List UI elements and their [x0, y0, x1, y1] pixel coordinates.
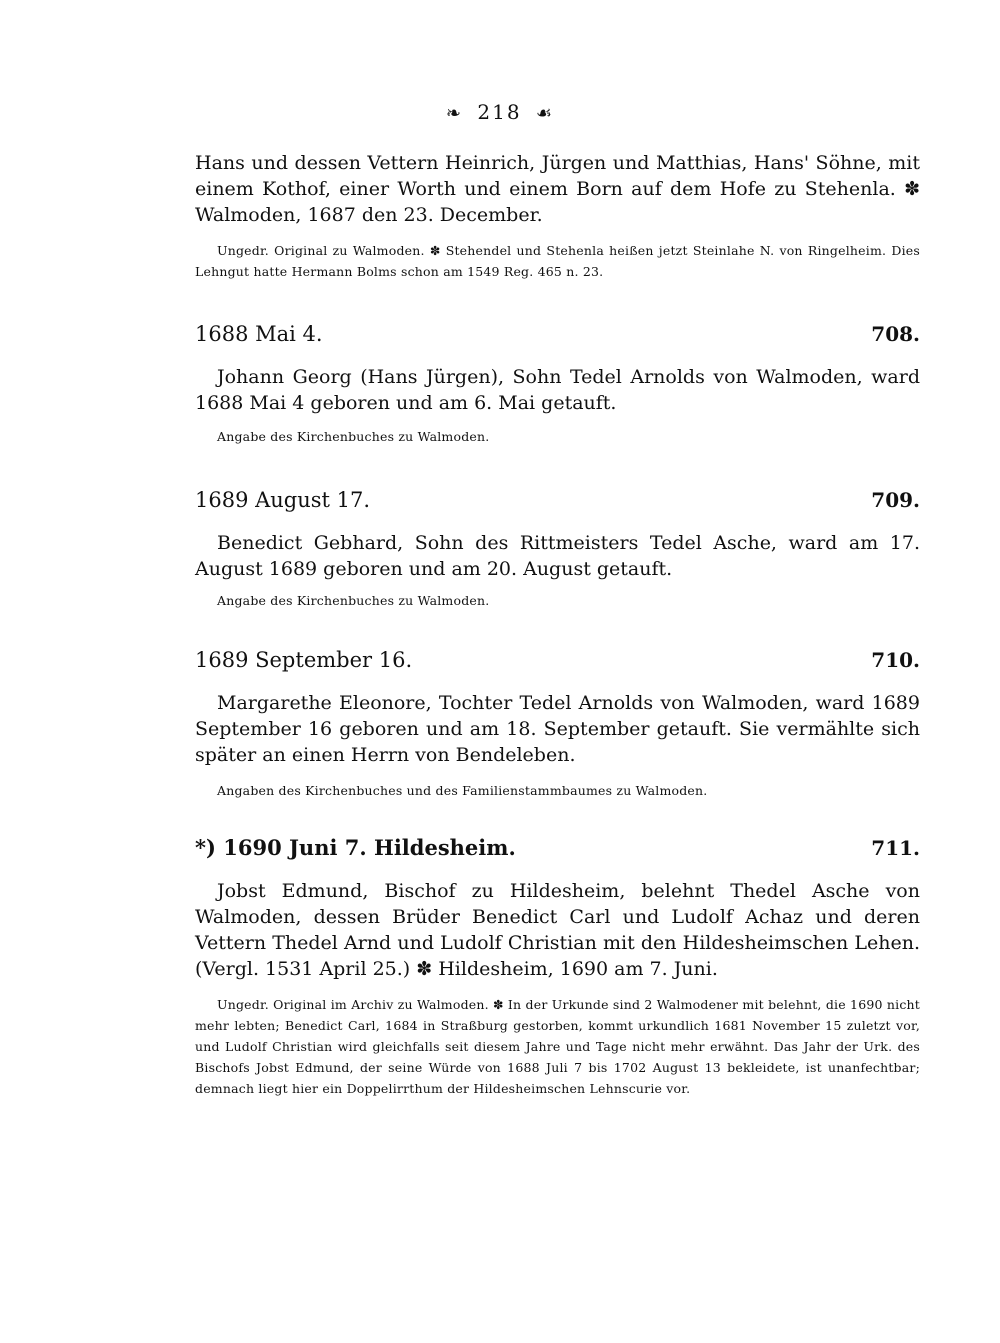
entry-date: 1688 Mai 4. [195, 322, 323, 346]
entry-text: Johann Georg (Hans Jürgen), Sohn Tedel Arnolds von Walmoden, ward 1688 Mai 4 geboren und am 6. Mai getauft. [195, 366, 920, 414]
ornament-right-icon: ☙ [535, 103, 555, 124]
entry-note: Angaben des Kirchenbuches und des Familienstammbaumes zu Walmoden. [217, 783, 708, 798]
entry-heading [195, 648, 920, 672]
ornament-left-icon: ❧ [445, 103, 464, 124]
entry-number: 710. [871, 648, 920, 672]
entry-heading [195, 322, 920, 346]
entry-heading [195, 835, 920, 860]
entry-711 [195, 835, 920, 1099]
entry-number: 708. [871, 322, 920, 346]
entry-date: 1689 September 16. [195, 648, 413, 672]
page-number: 218 [477, 100, 522, 124]
entry-number: 711. [871, 836, 920, 860]
entry-note: Angabe des Kirchenbuches zu Walmoden. [217, 593, 490, 608]
entry-heading [195, 488, 920, 512]
continuation-text: Hans und dessen Vettern Heinrich, Jürgen und Matthias, Hans' Söhne, mit einem Kothof, einer Worth und einem Born auf dem Hofe zu Stehenla. ✽ Walmoden, 1687 den 23. December. [195, 152, 920, 226]
continuation-block [195, 150, 920, 282]
entry-text: Benedict Gebhard, Sohn des Rittmeisters Tedel Asche, ward am 17. August 1689 geboren und am 20. August getauft. [195, 532, 920, 580]
entry-note: Ungedr. Original im Archiv zu Walmoden. ✽ In der Urkunde sind 2 Walmodener mit belehnt, die 1690 nicht mehr lebten; Benedict Carl, 1684 in Straßburg gestorben, kommt urkundlich 1681 November 15 zuletzt vor, und Ludolf Christian wird gleichfalls seit diesem Jahre und Tage nicht mehr erwähnt. Das Jahr der Urk. des Bischofs Jobst Edmund, der seine Würde von 1688 Juli 7 bis 1702 August 13 bekleidete, ist unanfechtbar; demnach liegt hier ein Doppelirrthum der Hildesheimschen Lehnscurie vor. [195, 997, 920, 1096]
entry-date: *) 1690 Juni 7. Hildesheim. [195, 835, 516, 860]
entry-number: 709. [871, 488, 920, 512]
page-header [0, 100, 1000, 124]
entry-709 [195, 488, 920, 611]
entry-note: Angabe des Kirchenbuches zu Walmoden. [217, 429, 490, 444]
entry-710 [195, 648, 920, 801]
entry-text: Margarethe Eleonore, Tochter Tedel Arnolds von Walmoden, ward 1689 September 16 geboren und am 18. September getauft. Sie vermählte sich später an einen Herrn von Bendeleben. [195, 692, 920, 766]
entry-date: 1689 August 17. [195, 488, 371, 512]
entry-text: Jobst Edmund, Bischof zu Hildesheim, belehnt Thedel Asche von Walmoden, dessen Brüder Benedict Carl und Ludolf Achaz und deren Vettern Thedel Arnd und Ludolf Christian mit den Hildesheimschen Lehen. (Vergl. 1531 April 25.) ✽ Hildesheim, 1690 am 7. Juni. [195, 880, 920, 980]
entry-708 [195, 322, 920, 447]
continuation-note: Ungedr. Original zu Walmoden. ✽ Stehendel und Stehenla heißen jetzt Steinlahe N. von Ringelheim. Dies Lehngut hatte Hermann Bolms schon am 1549 Reg. 465 n. 23. [195, 243, 920, 279]
